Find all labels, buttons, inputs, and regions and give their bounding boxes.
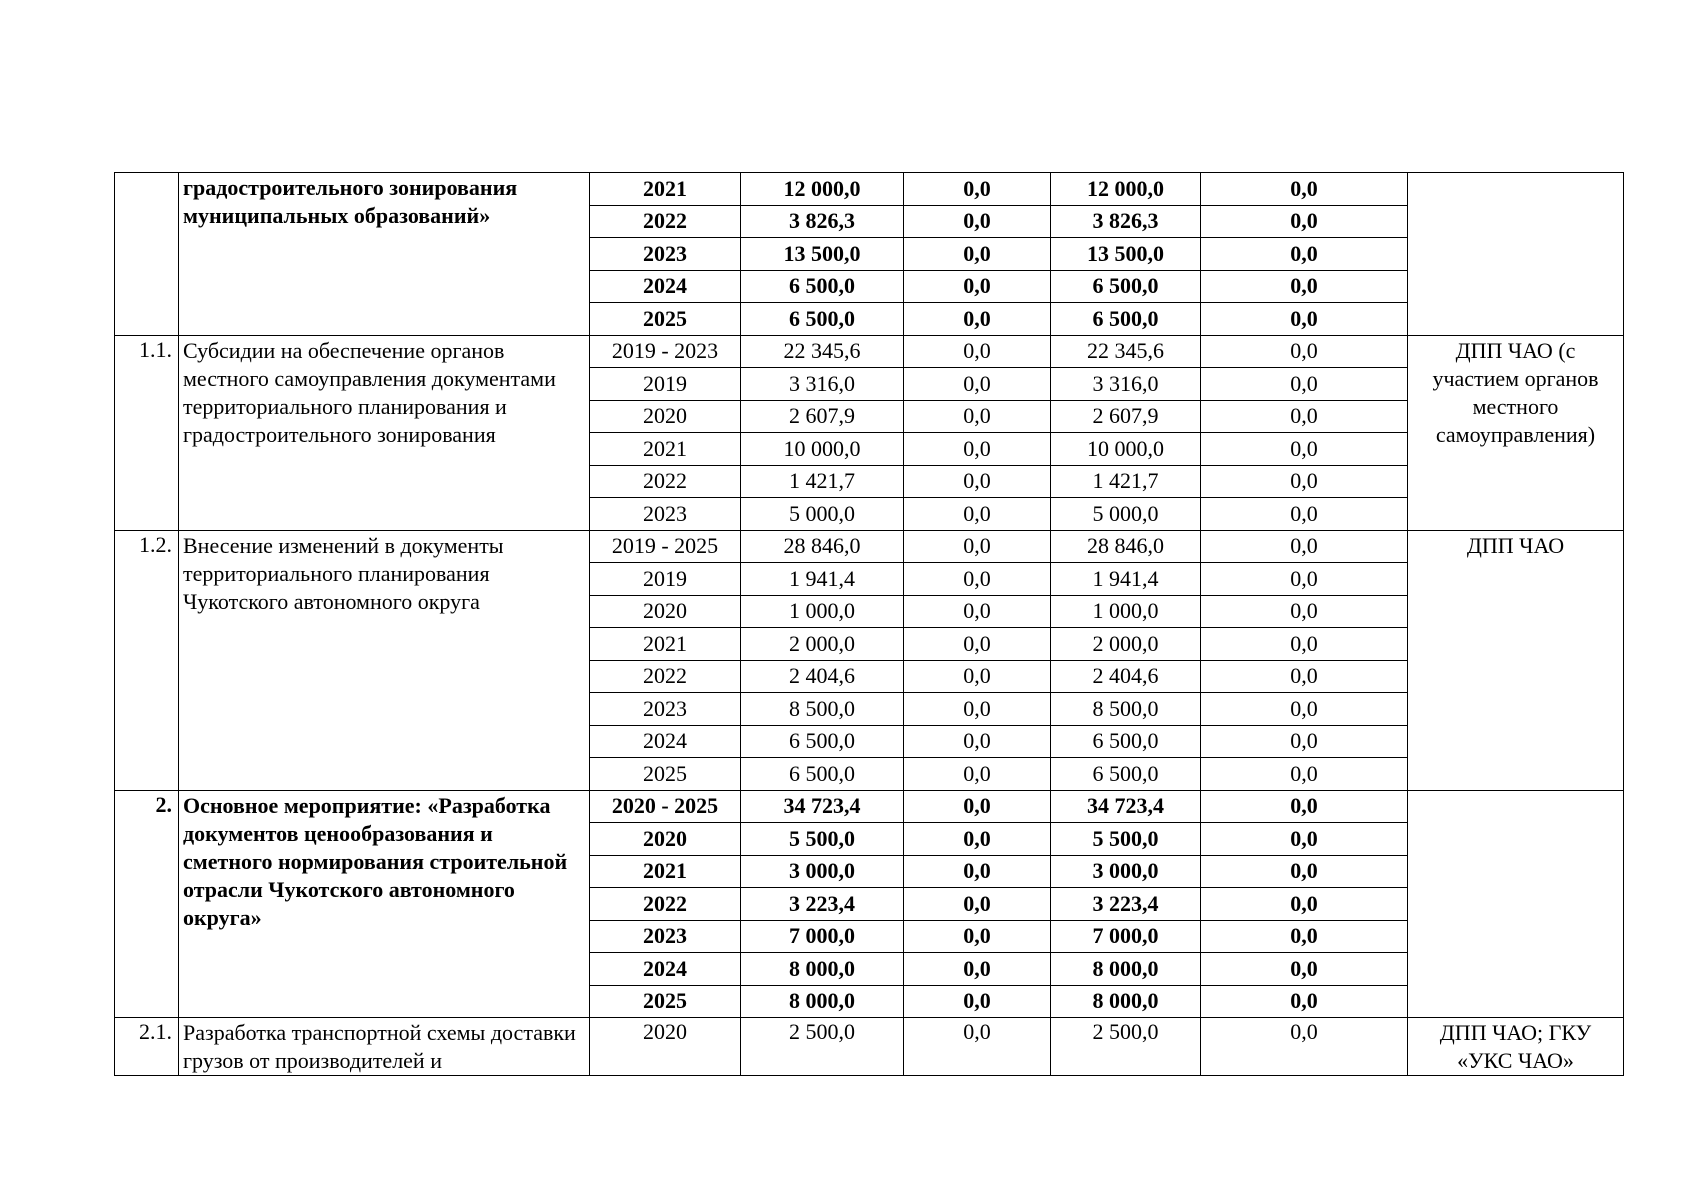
- total-cell: 3 223,4: [741, 888, 904, 921]
- period-cell: 2022: [590, 465, 741, 498]
- other-cell: 0,0: [1201, 498, 1408, 531]
- federal-cell: 0,0: [904, 205, 1051, 238]
- regional-cell: 12 000,0: [1051, 173, 1201, 206]
- period-cell: 2023: [590, 920, 741, 953]
- other-cell: 0,0: [1201, 628, 1408, 661]
- total-cell: 12 000,0: [741, 173, 904, 206]
- total-cell: 1 941,4: [741, 563, 904, 596]
- total-cell: 22 345,6: [741, 335, 904, 368]
- federal-cell: 0,0: [904, 855, 1051, 888]
- period-cell: 2020: [590, 823, 741, 856]
- total-cell: 6 500,0: [741, 758, 904, 791]
- federal-cell: 0,0: [904, 920, 1051, 953]
- table-row: [115, 1018, 1624, 1076]
- executor-cell: ДПП ЧАО; ГКУ «УКС ЧАО»: [1408, 1018, 1624, 1076]
- executor-cell: [1408, 173, 1624, 336]
- period-cell: 2024: [590, 270, 741, 303]
- regional-cell: 34 723,4: [1051, 790, 1201, 823]
- period-cell: 2020: [590, 400, 741, 433]
- regional-cell: 6 500,0: [1051, 303, 1201, 336]
- total-cell: 8 000,0: [741, 953, 904, 986]
- total-cell: 3 826,3: [741, 205, 904, 238]
- regional-cell: 2 000,0: [1051, 628, 1201, 661]
- other-cell: 0,0: [1201, 563, 1408, 596]
- federal-cell: 0,0: [904, 498, 1051, 531]
- regional-cell: 3 000,0: [1051, 855, 1201, 888]
- other-cell: 0,0: [1201, 855, 1408, 888]
- other-cell: 0,0: [1201, 270, 1408, 303]
- item-name: Субсидии на обеспечение органов местного самоуправления документами территориального планирования и градостроительного зонирования: [179, 335, 590, 530]
- table-row: [115, 335, 1624, 368]
- period-cell: 2019: [590, 563, 741, 596]
- period-cell: 2025: [590, 985, 741, 1018]
- item-number: 2.1.: [115, 1018, 179, 1076]
- total-cell: 2 000,0: [741, 628, 904, 661]
- table-body: [115, 173, 1624, 1076]
- regional-cell: 1 941,4: [1051, 563, 1201, 596]
- regional-cell: 5 500,0: [1051, 823, 1201, 856]
- regional-cell: 2 500,0: [1051, 1018, 1201, 1076]
- federal-cell: 0,0: [904, 530, 1051, 563]
- federal-cell: 0,0: [904, 693, 1051, 726]
- regional-cell: 2 404,6: [1051, 660, 1201, 693]
- item-number: 1.1.: [115, 335, 179, 530]
- other-cell: 0,0: [1201, 888, 1408, 921]
- regional-cell: 28 846,0: [1051, 530, 1201, 563]
- item-name: градостроительного зонирования муниципальных образований»: [179, 173, 590, 336]
- other-cell: 0,0: [1201, 595, 1408, 628]
- regional-cell: 3 826,3: [1051, 205, 1201, 238]
- regional-cell: 8 000,0: [1051, 985, 1201, 1018]
- total-cell: 34 723,4: [741, 790, 904, 823]
- period-cell: 2025: [590, 758, 741, 791]
- total-cell: 8 000,0: [741, 985, 904, 1018]
- total-cell: 6 500,0: [741, 270, 904, 303]
- regional-cell: 3 316,0: [1051, 368, 1201, 401]
- total-cell: 2 607,9: [741, 400, 904, 433]
- regional-cell: 6 500,0: [1051, 725, 1201, 758]
- regional-cell: 2 607,9: [1051, 400, 1201, 433]
- federal-cell: 0,0: [904, 888, 1051, 921]
- period-cell: 2025: [590, 303, 741, 336]
- other-cell: 0,0: [1201, 335, 1408, 368]
- other-cell: 0,0: [1201, 530, 1408, 563]
- executor-cell: [1408, 790, 1624, 1018]
- period-cell: 2021: [590, 855, 741, 888]
- period-cell: 2019 - 2025: [590, 530, 741, 563]
- period-cell: 2021: [590, 433, 741, 466]
- period-cell: 2019: [590, 368, 741, 401]
- other-cell: 0,0: [1201, 953, 1408, 986]
- federal-cell: 0,0: [904, 758, 1051, 791]
- total-cell: 28 846,0: [741, 530, 904, 563]
- total-cell: 2 404,6: [741, 660, 904, 693]
- total-cell: 8 500,0: [741, 693, 904, 726]
- regional-cell: 22 345,6: [1051, 335, 1201, 368]
- table-row: [115, 173, 1624, 206]
- period-cell: 2019 - 2023: [590, 335, 741, 368]
- item-name: Внесение изменений в документы территориального планирования Чукотского автономного округа: [179, 530, 590, 790]
- period-cell: 2021: [590, 628, 741, 661]
- federal-cell: 0,0: [904, 270, 1051, 303]
- total-cell: 6 500,0: [741, 725, 904, 758]
- federal-cell: 0,0: [904, 823, 1051, 856]
- regional-cell: 7 000,0: [1051, 920, 1201, 953]
- regional-cell: 13 500,0: [1051, 238, 1201, 271]
- total-cell: 1 421,7: [741, 465, 904, 498]
- federal-cell: 0,0: [904, 595, 1051, 628]
- other-cell: 0,0: [1201, 725, 1408, 758]
- total-cell: 5 500,0: [741, 823, 904, 856]
- total-cell: 3 000,0: [741, 855, 904, 888]
- period-cell: 2021: [590, 173, 741, 206]
- federal-cell: 0,0: [904, 238, 1051, 271]
- total-cell: 10 000,0: [741, 433, 904, 466]
- period-cell: 2023: [590, 693, 741, 726]
- federal-cell: 0,0: [904, 660, 1051, 693]
- federal-cell: 0,0: [904, 985, 1051, 1018]
- table-row: [115, 530, 1624, 563]
- other-cell: 0,0: [1201, 465, 1408, 498]
- regional-cell: 6 500,0: [1051, 270, 1201, 303]
- federal-cell: 0,0: [904, 335, 1051, 368]
- period-cell: 2024: [590, 725, 741, 758]
- period-cell: 2023: [590, 238, 741, 271]
- item-name: Разработка транспортной схемы доставки грузов от производителей и: [179, 1018, 590, 1076]
- regional-cell: 8 000,0: [1051, 953, 1201, 986]
- other-cell: 0,0: [1201, 693, 1408, 726]
- other-cell: 0,0: [1201, 985, 1408, 1018]
- period-cell: 2023: [590, 498, 741, 531]
- executor-cell: ДПП ЧАО: [1408, 530, 1624, 790]
- other-cell: 0,0: [1201, 660, 1408, 693]
- federal-cell: 0,0: [904, 953, 1051, 986]
- period-cell: 2024: [590, 953, 741, 986]
- period-cell: 2020: [590, 1018, 741, 1076]
- total-cell: 13 500,0: [741, 238, 904, 271]
- item-number: 2.: [115, 790, 179, 1018]
- other-cell: 0,0: [1201, 173, 1408, 206]
- regional-cell: 5 000,0: [1051, 498, 1201, 531]
- other-cell: 0,0: [1201, 758, 1408, 791]
- regional-cell: 3 223,4: [1051, 888, 1201, 921]
- federal-cell: 0,0: [904, 1018, 1051, 1076]
- federal-cell: 0,0: [904, 173, 1051, 206]
- other-cell: 0,0: [1201, 790, 1408, 823]
- period-cell: 2020: [590, 595, 741, 628]
- total-cell: 3 316,0: [741, 368, 904, 401]
- total-cell: 2 500,0: [741, 1018, 904, 1076]
- other-cell: 0,0: [1201, 238, 1408, 271]
- regional-cell: 1 421,7: [1051, 465, 1201, 498]
- period-cell: 2022: [590, 660, 741, 693]
- federal-cell: 0,0: [904, 725, 1051, 758]
- other-cell: 0,0: [1201, 823, 1408, 856]
- total-cell: 5 000,0: [741, 498, 904, 531]
- federal-cell: 0,0: [904, 303, 1051, 336]
- period-cell: 2022: [590, 888, 741, 921]
- other-cell: 0,0: [1201, 400, 1408, 433]
- period-cell: 2020 - 2025: [590, 790, 741, 823]
- regional-cell: 10 000,0: [1051, 433, 1201, 466]
- item-number: 1.2.: [115, 530, 179, 790]
- total-cell: 7 000,0: [741, 920, 904, 953]
- regional-cell: 8 500,0: [1051, 693, 1201, 726]
- federal-cell: 0,0: [904, 563, 1051, 596]
- other-cell: 0,0: [1201, 1018, 1408, 1076]
- federal-cell: 0,0: [904, 628, 1051, 661]
- federal-cell: 0,0: [904, 400, 1051, 433]
- total-cell: 1 000,0: [741, 595, 904, 628]
- regional-cell: 6 500,0: [1051, 758, 1201, 791]
- other-cell: 0,0: [1201, 368, 1408, 401]
- other-cell: 0,0: [1201, 303, 1408, 336]
- other-cell: 0,0: [1201, 205, 1408, 238]
- executor-cell: ДПП ЧАО (с участием органов местного самоуправления): [1408, 335, 1624, 530]
- budget-table: [114, 172, 1624, 1076]
- period-cell: 2022: [590, 205, 741, 238]
- federal-cell: 0,0: [904, 433, 1051, 466]
- other-cell: 0,0: [1201, 920, 1408, 953]
- other-cell: 0,0: [1201, 433, 1408, 466]
- federal-cell: 0,0: [904, 790, 1051, 823]
- federal-cell: 0,0: [904, 368, 1051, 401]
- federal-cell: 0,0: [904, 465, 1051, 498]
- item-number: [115, 173, 179, 336]
- regional-cell: 1 000,0: [1051, 595, 1201, 628]
- table-row: [115, 790, 1624, 823]
- total-cell: 6 500,0: [741, 303, 904, 336]
- item-name: Основное мероприятие: «Разработка документов ценообразования и сметного нормирования строительной отрасли Чукотского автономного округа»: [179, 790, 590, 1018]
